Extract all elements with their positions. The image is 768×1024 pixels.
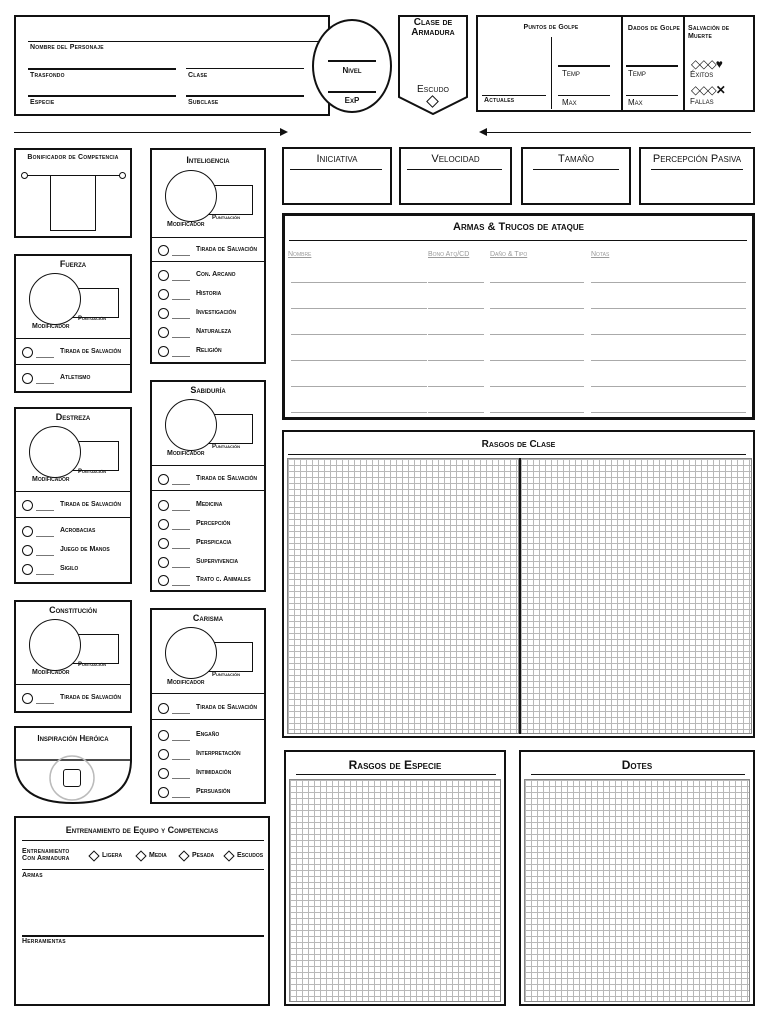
wisdom-block [150,380,266,592]
armor-heavy[interactable]: Pesada [178,851,220,863]
col-damage: Daño & Tipo [490,251,528,258]
inspiration-checkbox[interactable] [63,769,81,787]
col-notes: Notas [591,251,610,258]
skill-survival[interactable] [152,553,264,571]
proficiency-value-field[interactable] [50,175,96,231]
identity-panel [14,15,330,116]
attack-cell-line [428,334,484,335]
skill-sleight-of-hand[interactable] [16,541,130,559]
charisma-block [150,608,266,804]
attack-cell-line [428,308,484,309]
skill-acrobatics[interactable] [16,522,130,540]
intelligence-save-row[interactable] [152,241,264,259]
constitution-modifier-circle[interactable] [29,619,81,671]
initiative-label: Iniciativa [316,153,358,165]
speed-box[interactable] [399,147,512,205]
strength-modifier-label: Modificador [32,323,70,330]
skill-label: Juego de Manos [60,546,110,553]
intelligence-block [150,148,266,364]
subclass-field[interactable] [186,95,304,97]
heroic-inspiration-box [14,726,132,804]
skill-stealth[interactable] [16,560,130,578]
attack-cell-line [428,360,484,361]
wisdom-modifier-label: Modificador [167,450,205,457]
species-traits-title: Rasgos de Especie [348,758,442,772]
skill-deception[interactable] [152,726,264,744]
skill-history[interactable] [152,285,264,303]
skull-x-icon: ✕ [715,83,725,97]
skill-animal-handling[interactable] [152,571,264,589]
tools-field[interactable] [22,948,264,1000]
intelligence-title: Inteligencia [186,155,230,165]
wisdom-modifier-circle[interactable] [165,399,217,451]
skill-athletics[interactable] [16,369,130,387]
hit-points-panel [476,15,755,112]
skill-label: Sigilo [60,565,79,572]
skill-investigation[interactable] [152,304,264,322]
proficiency-title: Bonificador de Competencia [27,154,119,161]
hd-temp-label: Temp [628,69,646,78]
save-label: Tirada de Salvación [196,246,257,253]
attack-cell-line [490,308,584,309]
weapons-field[interactable] [22,882,264,934]
attack-cell-line [291,360,427,361]
arrow-right-icon [280,128,288,136]
charisma-save-row[interactable] [152,699,264,717]
death-fail-row[interactable]: ◇◇◇✕ [691,83,725,97]
death-saves-title: Salvación de Muerte [688,25,730,40]
background-field[interactable] [28,68,176,70]
divider-arrow-right [486,132,751,133]
attack-row[interactable] [285,260,750,284]
save-label: Tirada de Salvación [60,348,121,355]
save-label: Tirada de Salvación [196,704,257,711]
charisma-score-label: Puntuación [212,672,240,678]
shield-label: Escudo [417,84,449,95]
constitution-save-row[interactable] [16,689,130,707]
charisma-modifier-circle[interactable] [165,627,217,679]
class-label: Clase [188,72,208,79]
proficiency-bonus-box [14,148,132,238]
feats-box [519,750,755,1006]
attack-cell-line [428,412,484,413]
skill-label: Historia [196,290,222,297]
passive-perception-label: Percepción Pasiva [652,153,742,165]
attack-cell-line [490,334,584,335]
class-features-grid-left[interactable] [287,458,519,734]
death-fail-label: Fallas [690,97,714,106]
skill-label: Persuasión [196,788,231,795]
attack-cell-line [591,360,746,361]
dexterity-score-label: Puntuación [78,469,106,475]
charisma-title: Carisma [192,613,224,623]
initiative-box[interactable] [282,147,392,205]
skill-label: Acrobacias [60,527,96,534]
skill-label: Trato c. Animales [196,576,251,583]
wisdom-score-label: Puntuación [212,444,240,450]
attack-cell-line [428,386,484,387]
attacks-title: Armas & Trucos de ataque [453,221,584,233]
armor-light[interactable]: Ligera [88,851,130,863]
arrow-left-icon [479,128,487,136]
skill-insight[interactable] [152,534,264,552]
skill-label: Supervivencia [196,558,239,565]
intelligence-modifier-circle[interactable] [165,170,217,222]
attack-cell-line [291,412,427,413]
dexterity-modifier-label: Modificador [32,476,70,483]
hp-temp-label: Temp [562,69,580,78]
attack-row[interactable] [285,286,750,310]
level-circle[interactable] [312,19,392,113]
constitution-modifier-label: Modificador [32,669,70,676]
background-label: Trasfondo [30,72,65,79]
hp-current-label: Actuales [484,97,515,104]
save-label: Tirada de Salvación [196,475,257,482]
skill-persuasion[interactable] [152,783,264,801]
attack-cell-line [591,386,746,387]
skill-medicine[interactable] [152,496,264,514]
weapons-label: Armas [22,872,43,879]
attack-cell-line [291,386,427,387]
skill-label: Intimidación [196,769,232,776]
class-features-box [282,430,755,738]
charisma-modifier-label: Modificador [167,679,205,686]
hp-max-label: Max [562,98,577,107]
heart-icon: ♥ [715,57,722,71]
skill-religion[interactable] [152,342,264,360]
species-label: Especie [30,99,55,106]
feats-grid[interactable] [524,779,750,1002]
intelligence-modifier-label: Modificador [167,221,205,228]
attack-cell-line [591,412,746,413]
inspiration-title: Inspiración Heróica [37,734,109,743]
skill-label: Investigación [196,309,237,316]
armor-shields[interactable]: Escudos [223,851,271,863]
strength-save-row[interactable] [16,343,130,361]
attack-cell-line [490,412,584,413]
passive-perception-box[interactable] [639,147,755,205]
attacks-box [282,213,755,420]
skill-label: Naturaleza [196,328,232,335]
strength-modifier-circle[interactable] [29,273,81,325]
skill-intimidation[interactable] [152,764,264,782]
size-box[interactable] [521,147,631,205]
attack-row[interactable] [285,338,750,362]
skill-nature[interactable] [152,323,264,341]
dexterity-modifier-circle[interactable] [29,426,81,478]
skill-perception[interactable] [152,515,264,533]
skill-label: Religión [196,347,222,354]
class-features-grid-right[interactable] [520,458,752,734]
species-traits-grid[interactable] [289,779,501,1002]
skill-arcana[interactable] [152,266,264,284]
skill-performance[interactable] [152,745,264,763]
armor-training-label: Entrenamiento Con Armadura [22,848,70,862]
species-traits-box [284,750,506,1006]
hit-dice-title: Dados de Golpe [627,25,681,32]
speed-label: Velocidad [431,153,480,165]
attack-cell-line [291,334,427,335]
attack-cell-line [490,360,584,361]
attack-cell-line [428,282,484,283]
skill-label: Engaño [196,731,220,738]
attack-cell-line [591,282,746,283]
attack-cell-line [591,334,746,335]
strength-title: Fuerza [59,259,87,269]
skill-label: Perspicacia [196,539,232,546]
wisdom-save-row[interactable] [152,470,264,488]
dexterity-title: Destreza [55,412,91,422]
death-success-label: Éxitos [690,70,714,79]
ac-title: Clase de Armadura [411,17,455,38]
constitution-title: Constitución [49,605,97,615]
divider-arrow-left [14,132,282,133]
col-name: Nombre [288,251,312,258]
species-field[interactable] [28,95,176,97]
intelligence-score-label: Puntuación [212,215,240,221]
attack-cell-line [291,282,427,283]
size-label: Tamaño [557,153,595,165]
col-attack-bonus: Bono Atq/CD [428,251,470,258]
tools-label: Herramientas [22,938,66,945]
death-success-row[interactable]: ◇◇◇♥ [691,57,722,71]
class-features-title: Rasgos de Clase [481,439,556,450]
skill-label: Atletismo [60,374,91,381]
constitution-block [14,600,132,713]
armor-medium[interactable]: Media [135,851,175,863]
save-label: Tirada de Salvación [60,694,121,701]
attack-row[interactable] [285,312,750,336]
attack-cell-line [591,308,746,309]
xp-label: ExP [344,96,360,105]
name-label: Nombre del Personaje [30,44,104,51]
skill-label: Con. Arcano [196,271,236,278]
subclass-label: Subclase [188,99,219,106]
armor-class-shield[interactable] [398,15,468,115]
hp-title: Puntos de Golpe [523,24,579,31]
strength-score-label: Puntuación [78,316,106,322]
save-label: Tirada de Salvación [60,501,121,508]
attack-row[interactable] [285,390,750,414]
feats-title: Dotes [621,758,653,772]
dexterity-block [14,407,132,584]
dexterity-save-row[interactable] [16,496,130,514]
equipment-training-box [14,816,270,1006]
level-label: Nivel [342,66,362,75]
attack-cell-line [490,386,584,387]
skill-label: Interpretación [196,750,241,757]
class-field[interactable] [186,68,304,69]
attack-cell-line [291,308,427,309]
skill-label: Medicina [196,501,223,508]
strength-block [14,254,132,393]
attack-cell-line [490,282,584,283]
hd-max-label: Max [628,98,643,107]
wisdom-title: Sabiduría [190,385,226,395]
constitution-score-label: Puntuación [78,662,106,668]
skill-label: Percepción [196,520,231,527]
attack-row[interactable] [285,364,750,388]
training-title: Entrenamiento de Equipo y Competencias [65,825,219,835]
